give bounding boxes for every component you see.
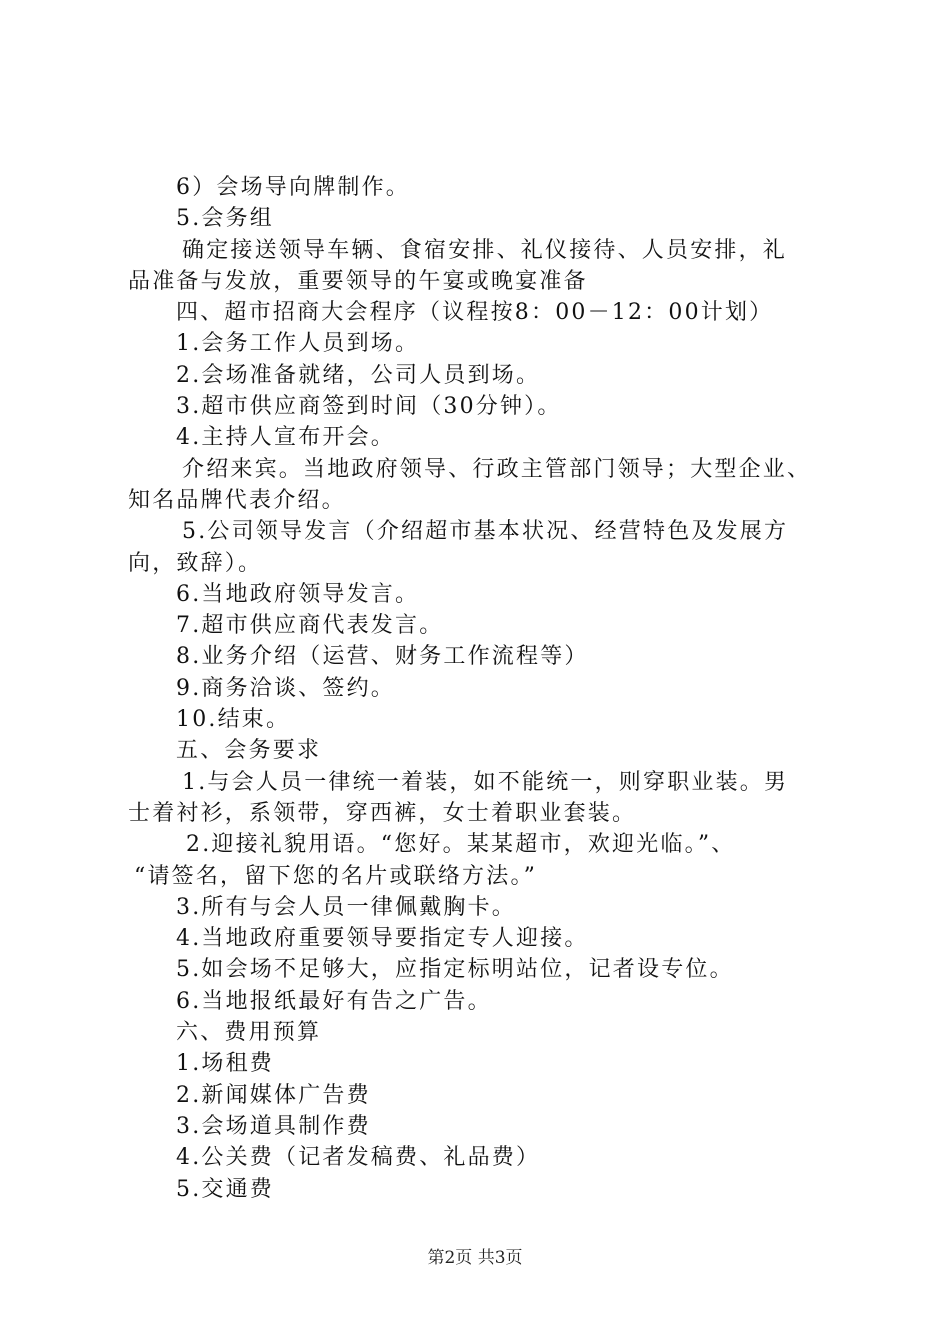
body-line: 1.与会人员一律统一着装，如不能统一，则穿职业装。男 <box>182 769 789 795</box>
body-line: 2.会场准备就绪，公司人员到场。 <box>176 362 541 388</box>
body-line: 士着衬衫，系领带，穿西裤，女士着职业套装。 <box>128 800 637 826</box>
body-line: 3.所有与会人员一律佩戴胸卡。 <box>176 894 516 920</box>
body-line: 知名品牌代表介绍。 <box>128 487 346 513</box>
body-line: 5.交通费 <box>176 1176 274 1202</box>
body-line: 9.商务洽谈、签约。 <box>176 675 395 701</box>
body-line: 5.公司领导发言（介绍超市基本状况、经营特色及发展方 <box>182 519 789 545</box>
body-line: 10.结束。 <box>176 707 291 733</box>
document-body <box>128 172 848 1205</box>
body-line: 4.公关费（记者发稿费、礼品费） <box>176 1145 541 1171</box>
body-line: 向，致辞）。 <box>128 550 263 576</box>
body-line: 6）会场导向牌制作。 <box>176 175 410 200</box>
body-line: 4.主持人宣布开会。 <box>176 425 395 451</box>
page-number: 第2页 共3页 <box>427 1248 523 1268</box>
body-line: 4.当地政府重要领导要指定专人迎接。 <box>176 926 589 952</box>
body-line: 7.超市供应商代表发言。 <box>176 613 444 639</box>
section-heading: 五、会务要求 <box>176 738 322 764</box>
page-footer <box>0 1243 950 1268</box>
section-heading: 5.会务组 <box>176 206 274 232</box>
body-line: 5.如会场不足够大，应指定标明站位，记者设专位。 <box>176 957 734 983</box>
body-line: 1.会务工作人员到场。 <box>176 331 420 357</box>
body-line: 8.业务介绍（运营、财务工作流程等） <box>176 644 589 670</box>
body-line: 6.当地政府领导发言。 <box>176 581 420 607</box>
section-heading: 六、费用预算 <box>176 1020 322 1046</box>
body-line: 确定接送领导车辆、食宿安排、礼仪接待、人员安排，礼 <box>182 237 788 263</box>
body-line: 6.当地报纸最好有告之广告。 <box>176 988 492 1014</box>
body-line: “请签名，留下您的名片或联络方法。” <box>134 863 538 889</box>
body-line: 介绍来宾。当地政府领导、行政主管部门领导；大型企业、 <box>182 456 812 482</box>
body-line: 品准备与发放，重要领导的午宴或晚宴准备 <box>128 268 588 294</box>
section-heading: 四、超市招商大会程序（议程按8：00－12：00计划） <box>176 300 774 326</box>
body-line: 1.场租费 <box>176 1051 274 1077</box>
body-line: 3.超市供应商签到时间（30分钟）。 <box>176 394 562 420</box>
body-line: 2.迎接礼貌用语。“您好。某某超市，欢迎光临。”、 <box>186 832 736 858</box>
body-line: 2.新闻媒体广告费 <box>176 1082 371 1108</box>
body-line: 3.会场道具制作费 <box>176 1113 371 1139</box>
